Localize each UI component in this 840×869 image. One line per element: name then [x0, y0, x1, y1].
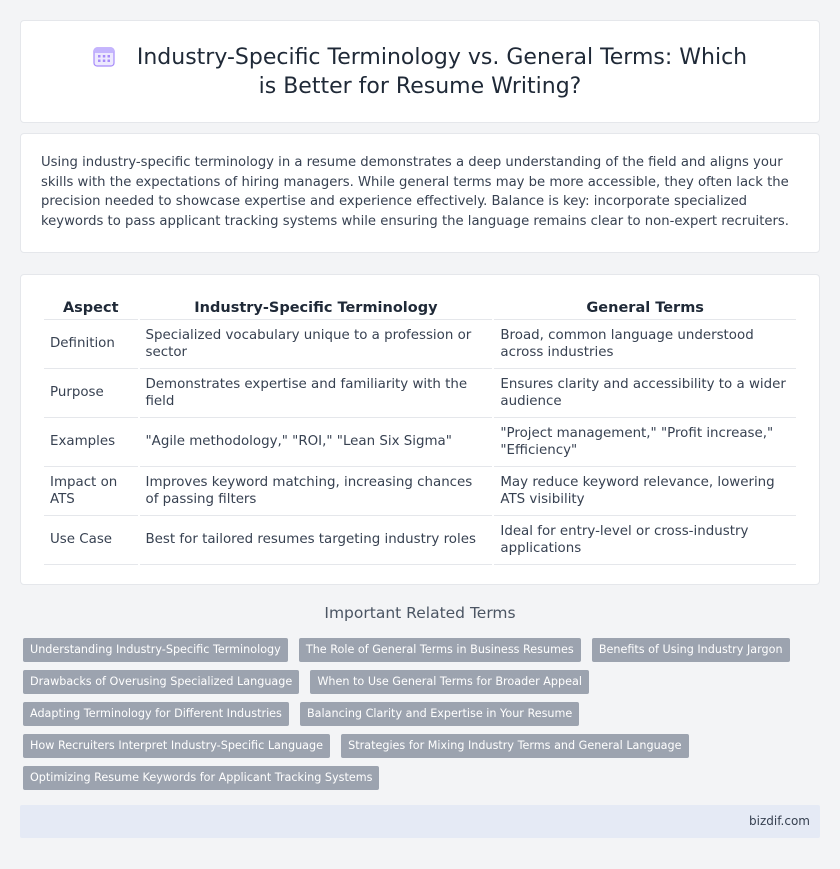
- table-cell-general: Ensures clarity and accessibility to a wider audience: [494, 369, 796, 418]
- related-term-tag[interactable]: The Role of General Terms in Business Resumes: [299, 638, 581, 662]
- footer: [20, 805, 820, 838]
- related-term-tag[interactable]: Benefits of Using Industry Jargon: [592, 638, 790, 662]
- comparison-card: [20, 274, 820, 585]
- related-term-tag[interactable]: Strategies for Mixing Industry Terms and General Language: [341, 734, 688, 758]
- table-cell-aspect: Use Case: [44, 516, 138, 565]
- intro-paragraph: Using industry-specific terminology in a resume demonstrates a deep understanding of the field and aligns your skills with the expectations of hiring managers. While general terms may be more accessible, they often lack the precision needed to showcase expertise and experience effectively. Balance is key: incorporate specialized keywords to pass applicant tracking systems while ensuring the language remains clear to non-expert recruiters.: [41, 155, 789, 229]
- table-row: [44, 516, 796, 565]
- table-cell-aspect: Impact on ATS: [44, 467, 138, 516]
- related-term-tag[interactable]: How Recruiters Interpret Industry-Specific Language: [23, 734, 330, 758]
- related-terms-list: [23, 638, 803, 798]
- intro-card: [20, 133, 820, 253]
- table-cell-industry: Demonstrates expertise and familiarity with the field: [140, 369, 493, 418]
- page-title: Industry-Specific Terminology vs. General Terms: Which is Better for Resume Writing?: [136, 45, 748, 99]
- table-row: [44, 320, 796, 369]
- footer-site-link[interactable]: bizdif.com: [749, 814, 810, 828]
- table-cell-industry: "Agile methodology," "ROI," "Lean Six Sigma": [140, 418, 493, 467]
- calendar-icon: [93, 45, 115, 67]
- header-general: General Terms: [494, 295, 796, 320]
- related-term-tag[interactable]: Understanding Industry-Specific Terminology: [23, 638, 288, 662]
- header-card: [20, 20, 820, 123]
- table-header-row: [44, 295, 796, 320]
- comparison-table: [42, 295, 798, 565]
- table-cell-general: Ideal for entry-level or cross-industry applications: [494, 516, 796, 565]
- table-cell-industry: Specialized vocabulary unique to a profession or sector: [140, 320, 493, 369]
- table-cell-general: Broad, common language understood across industries: [494, 320, 796, 369]
- table-cell-general: "Project management," "Profit increase," "Efficiency": [494, 418, 796, 467]
- table-row: [44, 369, 796, 418]
- related-term-tag[interactable]: Optimizing Resume Keywords for Applicant Tracking Systems: [23, 766, 379, 790]
- header-industry-specific: Industry-Specific Terminology: [140, 295, 493, 320]
- table-row: [44, 418, 796, 467]
- related-term-tag[interactable]: When to Use General Terms for Broader Appeal: [310, 670, 589, 694]
- related-term-tag[interactable]: Balancing Clarity and Expertise in Your Resume: [300, 702, 579, 726]
- header-aspect: Aspect: [44, 295, 138, 320]
- related-term-tag[interactable]: Adapting Terminology for Different Industries: [23, 702, 289, 726]
- table-cell-general: May reduce keyword relevance, lowering ATS visibility: [494, 467, 796, 516]
- related-terms-heading: Important Related Terms: [324, 604, 516, 622]
- related-term-tag[interactable]: Drawbacks of Overusing Specialized Language: [23, 670, 299, 694]
- table-cell-industry: Best for tailored resumes targeting industry roles: [140, 516, 493, 565]
- table-cell-aspect: Examples: [44, 418, 138, 467]
- table-cell-industry: Improves keyword matching, increasing chances of passing filters: [140, 467, 493, 516]
- page-title-wrap: [21, 43, 819, 101]
- table-cell-aspect: Definition: [44, 320, 138, 369]
- table-cell-aspect: Purpose: [44, 369, 138, 418]
- table-row: [44, 467, 796, 516]
